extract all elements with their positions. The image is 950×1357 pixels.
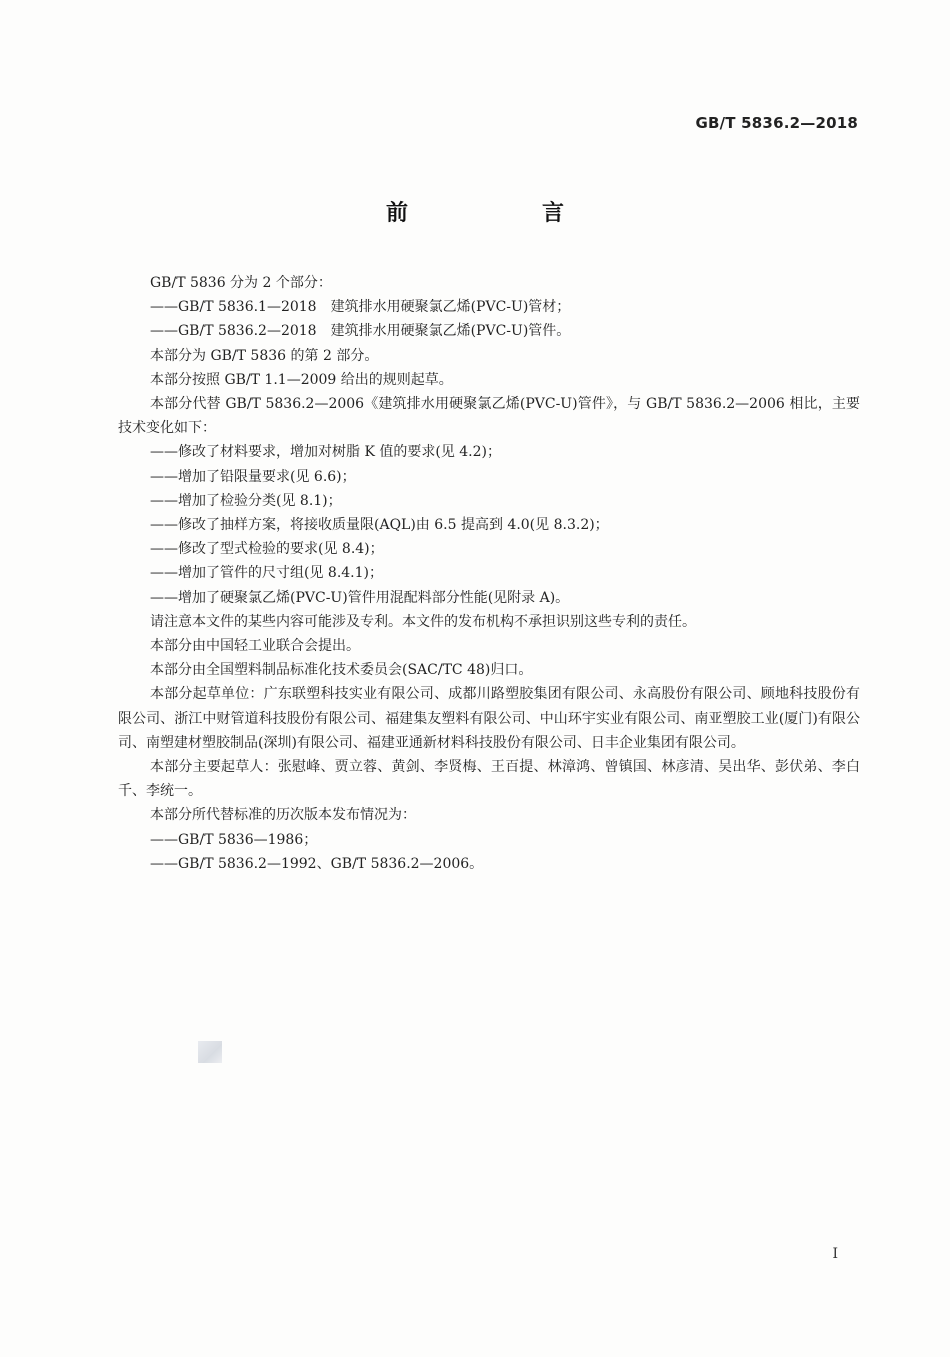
page-number: I	[832, 1246, 838, 1262]
scan-artifact	[198, 1041, 222, 1063]
foreword-body	[118, 271, 860, 876]
paragraph: GB/T 5836 分为 2 个部分：	[150, 275, 332, 291]
list-item: ——增加了检验分类(见 8.1)；	[150, 492, 342, 509]
list-item: ——GB/T 5836.2—1992、GB/T 5836.2—2006。	[150, 855, 484, 872]
list-item: ——修改了型式检验的要求(见 8.4)；	[150, 541, 384, 558]
paragraph: 本部分主要起草人：张慰峰、贾立蓉、黄剑、李贤梅、王百提、林漳鸿、曾镇国、林彦清、吴出华、彭伏弟、李白千、李统一。	[118, 759, 860, 800]
list-item: ——增加了铅限量要求(见 6.6)；	[150, 468, 356, 485]
paragraph: 本部分由全国塑料制品标准化技术委员会(SAC/TC 48)归口。	[150, 662, 533, 679]
list-item: ——GB/T 5836.2—2018 建筑排水用硬聚氯乙烯(PVC-U)管件。	[150, 323, 571, 340]
list-item: ——GB/T 5836—1986；	[150, 831, 318, 848]
list-item: ——增加了硬聚氯乙烯(PVC-U)管件用混配料部分性能(见附录 A)。	[150, 589, 570, 606]
paragraph: 本部分所代替标准的历次版本发布情况为：	[150, 807, 416, 824]
paragraph: 本部分代替 GB/T 5836.2—2006《建筑排水用硬聚氯乙烯(PVC-U)管件》，与 GB/T 5836.2—2006 相比，主要技术变化如下：	[118, 396, 860, 437]
paragraph: 请注意本文件的某些内容可能涉及专利。本文件的发布机构不承担识别这些专利的责任。	[150, 613, 696, 630]
page-title: 前 言	[385, 201, 620, 226]
list-item: ——修改了抽样方案，将接收质量限(AQL)由 6.5 提高到 4.0(见 8.3.2)；	[150, 517, 609, 534]
standard-number: GB/T 5836.2—2018	[695, 114, 858, 132]
paragraph: 本部分起草单位：广东联塑科技实业有限公司、成都川路塑胶集团有限公司、永高股份有限公司、顾地科技股份有限公司、浙江中财管道科技股份有限公司、福建集友塑料有限公司、中山环宇实业有限公司、南亚塑胶工业(厦门)有限公司、南塑建材塑胶制品(深圳)有限公司、福建亚通新材料科技股份有限公司、日丰企业集团有限公司。	[118, 686, 860, 751]
paragraph: 本部分为 GB/T 5836 的第 2 部分。	[150, 347, 379, 364]
paragraph: 本部分按照 GB/T 1.1—2009 给出的规则起草。	[150, 371, 453, 388]
list-item: ——GB/T 5836.1—2018 建筑排水用硬聚氯乙烯(PVC-U)管材；	[150, 299, 571, 316]
list-item: ——修改了材料要求，增加对树脂 K 值的要求(见 4.2)；	[150, 444, 501, 461]
list-item: ——增加了管件的尺寸组(见 8.4.1)；	[150, 565, 383, 582]
paragraph: 本部分由中国轻工业联合会提出。	[150, 638, 360, 655]
